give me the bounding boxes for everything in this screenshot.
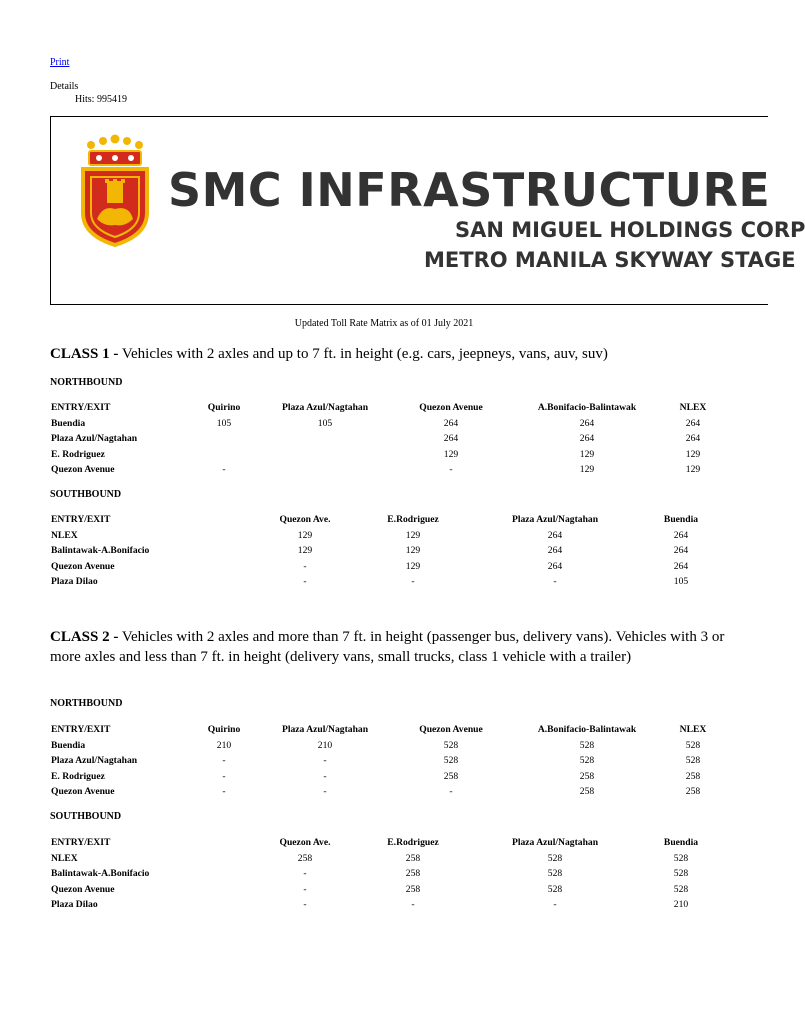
toll-cell: 129 [443, 448, 459, 460]
column-header: E.Rodriguez [387, 514, 439, 525]
toll-cell: 264 [685, 417, 701, 429]
toll-cell: - [222, 464, 226, 475]
row-label: NLEX [51, 529, 78, 541]
column-header: ENTRY/EXIT [51, 724, 111, 735]
toll-cell: 129 [297, 529, 313, 541]
row-label: Plaza Azul/Nagtahan [51, 755, 138, 766]
class-1-heading [50, 345, 690, 365]
toll-cell: 129 [405, 545, 421, 556]
toll-cell: 258 [685, 770, 701, 782]
row-label: Quezon Avenue [51, 883, 115, 895]
class-2-title-bold: CLASS 2 - [50, 629, 119, 645]
toll-cell: 129 [685, 448, 701, 460]
toll-cell: - [449, 464, 453, 475]
column-header: Quezon Ave. [279, 837, 331, 848]
row-label: E. Rodriguez [51, 448, 105, 460]
toll-cell: 129 [579, 448, 595, 460]
column-header: ENTRY/EXIT [51, 514, 111, 525]
column-header: Plaza Azul/Nagtahan [281, 724, 369, 735]
class-1-southbound-label: SOUTHBOUND [50, 489, 122, 500]
toll-cell: 258 [405, 852, 421, 864]
toll-cell: - [323, 755, 327, 766]
toll-cell: 528 [547, 852, 563, 864]
smc-banner-image [50, 116, 805, 305]
class-1-title-rest: Vehicles with 2 axles and up to 7 ft. in height (e.g. cars, jeepneys, vans, auv, suv) [118, 346, 608, 362]
toll-cell: 105 [216, 417, 232, 429]
toll-cell: 129 [685, 464, 701, 475]
toll-cell: - [303, 576, 307, 587]
column-header: Plaza Azul/Nagtahan [511, 514, 599, 525]
toll-cell: 258 [579, 786, 595, 797]
row-label: Plaza Dilao [51, 899, 98, 910]
toll-cell: - [323, 770, 327, 782]
banner-brand-text: SMC INFRASTRUCTURE [168, 163, 771, 217]
toll-cell: - [303, 560, 307, 572]
toll-cell: - [303, 868, 307, 879]
column-header: Plaza Azul/Nagtahan [281, 402, 369, 413]
toll-cell: 105 [673, 576, 689, 587]
toll-cell: 264 [579, 417, 595, 429]
column-header: ENTRY/EXIT [51, 402, 111, 413]
toll-cell: 528 [443, 739, 459, 751]
column-header: Quezon Avenue [419, 402, 483, 413]
toll-cell: 129 [579, 464, 595, 475]
row-label: Quezon Avenue [51, 786, 115, 797]
san-miguel-shield-icon [79, 135, 151, 247]
toll-cell: 210 [673, 899, 689, 910]
row-label: Balintawak-A.Bonifacio [51, 868, 150, 879]
toll-cell: 105 [317, 417, 333, 429]
toll-cell: 528 [673, 852, 689, 864]
column-header: ENTRY/EXIT [51, 837, 111, 848]
toll-cell: 528 [443, 755, 459, 766]
toll-cell: 264 [547, 545, 563, 556]
toll-cell: 528 [547, 868, 563, 879]
hits-counter: Hits: 995419 [75, 94, 127, 105]
class-2-title-rest: Vehicles with 2 axles and more than 7 ft. in height (passenger bus, delivery vans). Vehicles with 3 or more axles and less than 7 ft. in height (delivery vans, small trucks, class 1 vehicle with a trailer) [50, 629, 725, 665]
details-label: Details [50, 81, 79, 92]
column-header: Quezon Ave. [279, 514, 331, 525]
column-header: A.Bonifacio-Balintawak [537, 724, 637, 735]
toll-cell: 528 [685, 739, 701, 751]
toll-cell: 264 [673, 560, 689, 572]
print-link[interactable]: Print [50, 57, 70, 68]
column-header: E.Rodriguez [387, 837, 439, 848]
column-header: NLEX [679, 402, 707, 413]
toll-cell: - [411, 899, 415, 910]
toll-cell: 258 [579, 770, 595, 782]
toll-cell: 528 [579, 739, 595, 751]
toll-cell: 528 [579, 755, 595, 766]
toll-cell: 129 [405, 560, 421, 572]
toll-cell: 264 [443, 433, 459, 444]
toll-cell: 258 [405, 868, 421, 879]
toll-cell: - [553, 576, 557, 587]
class-2-southbound-label: SOUTHBOUND [50, 811, 122, 822]
column-header: Quezon Avenue [419, 724, 483, 735]
class-1-northbound-label: NORTHBOUND [50, 377, 123, 388]
toll-cell: 129 [297, 545, 313, 556]
column-header: Quirino [207, 724, 241, 735]
toll-cell: 528 [547, 883, 563, 895]
column-header: Buendia [663, 514, 699, 525]
banner-subtitle-2: METRO MANILA SKYWAY STAGE [424, 248, 796, 272]
toll-cell: 264 [673, 545, 689, 556]
row-label: Balintawak-A.Bonifacio [51, 545, 150, 556]
toll-cell: - [303, 883, 307, 895]
toll-cell: 264 [547, 560, 563, 572]
column-header: Plaza Azul/Nagtahan [511, 837, 599, 848]
class-1-title-bold: CLASS 1 - [50, 346, 119, 362]
row-label: Quezon Avenue [51, 464, 115, 475]
class-2-northbound-label: NORTHBOUND [50, 698, 123, 709]
row-label: Buendia [51, 417, 86, 429]
toll-cell: - [449, 786, 453, 797]
row-label: Plaza Dilao [51, 576, 98, 587]
toll-cell: - [411, 576, 415, 587]
toll-cell: - [323, 786, 327, 797]
toll-cell: 264 [579, 433, 595, 444]
toll-cell: 528 [685, 755, 701, 766]
toll-cell: - [222, 755, 226, 766]
toll-cell: - [553, 899, 557, 910]
toll-cell: - [303, 899, 307, 910]
column-header: Quirino [207, 402, 241, 413]
toll-cell: - [222, 786, 226, 797]
column-header: A.Bonifacio-Balintawak [537, 402, 637, 413]
toll-cell: 129 [405, 529, 421, 541]
toll-cell: 264 [685, 433, 701, 444]
toll-cell: 528 [673, 883, 689, 895]
toll-cell: 258 [297, 852, 313, 864]
toll-cell: 528 [673, 868, 689, 879]
row-label: Quezon Avenue [51, 560, 115, 572]
banner-subtitle-1: SAN MIGUEL HOLDINGS CORP [455, 218, 805, 242]
column-header: NLEX [679, 724, 707, 735]
toll-cell: 264 [443, 417, 459, 429]
row-label: E. Rodriguez [51, 770, 105, 782]
toll-cell: 258 [685, 786, 701, 797]
toll-cell: - [222, 770, 226, 782]
toll-cell: 264 [547, 529, 563, 541]
matrix-caption: Updated Toll Rate Matrix as of 01 July 2021 [294, 318, 474, 329]
toll-cell: 258 [405, 883, 421, 895]
class-2-heading [50, 628, 730, 667]
toll-cell: 210 [317, 739, 333, 751]
row-label: Plaza Azul/Nagtahan [51, 433, 138, 444]
toll-cell: 258 [443, 770, 459, 782]
toll-cell: 210 [216, 739, 232, 751]
row-label: Buendia [51, 739, 86, 751]
column-header: Buendia [663, 837, 699, 848]
row-label: NLEX [51, 852, 78, 864]
toll-cell: 264 [673, 529, 689, 541]
